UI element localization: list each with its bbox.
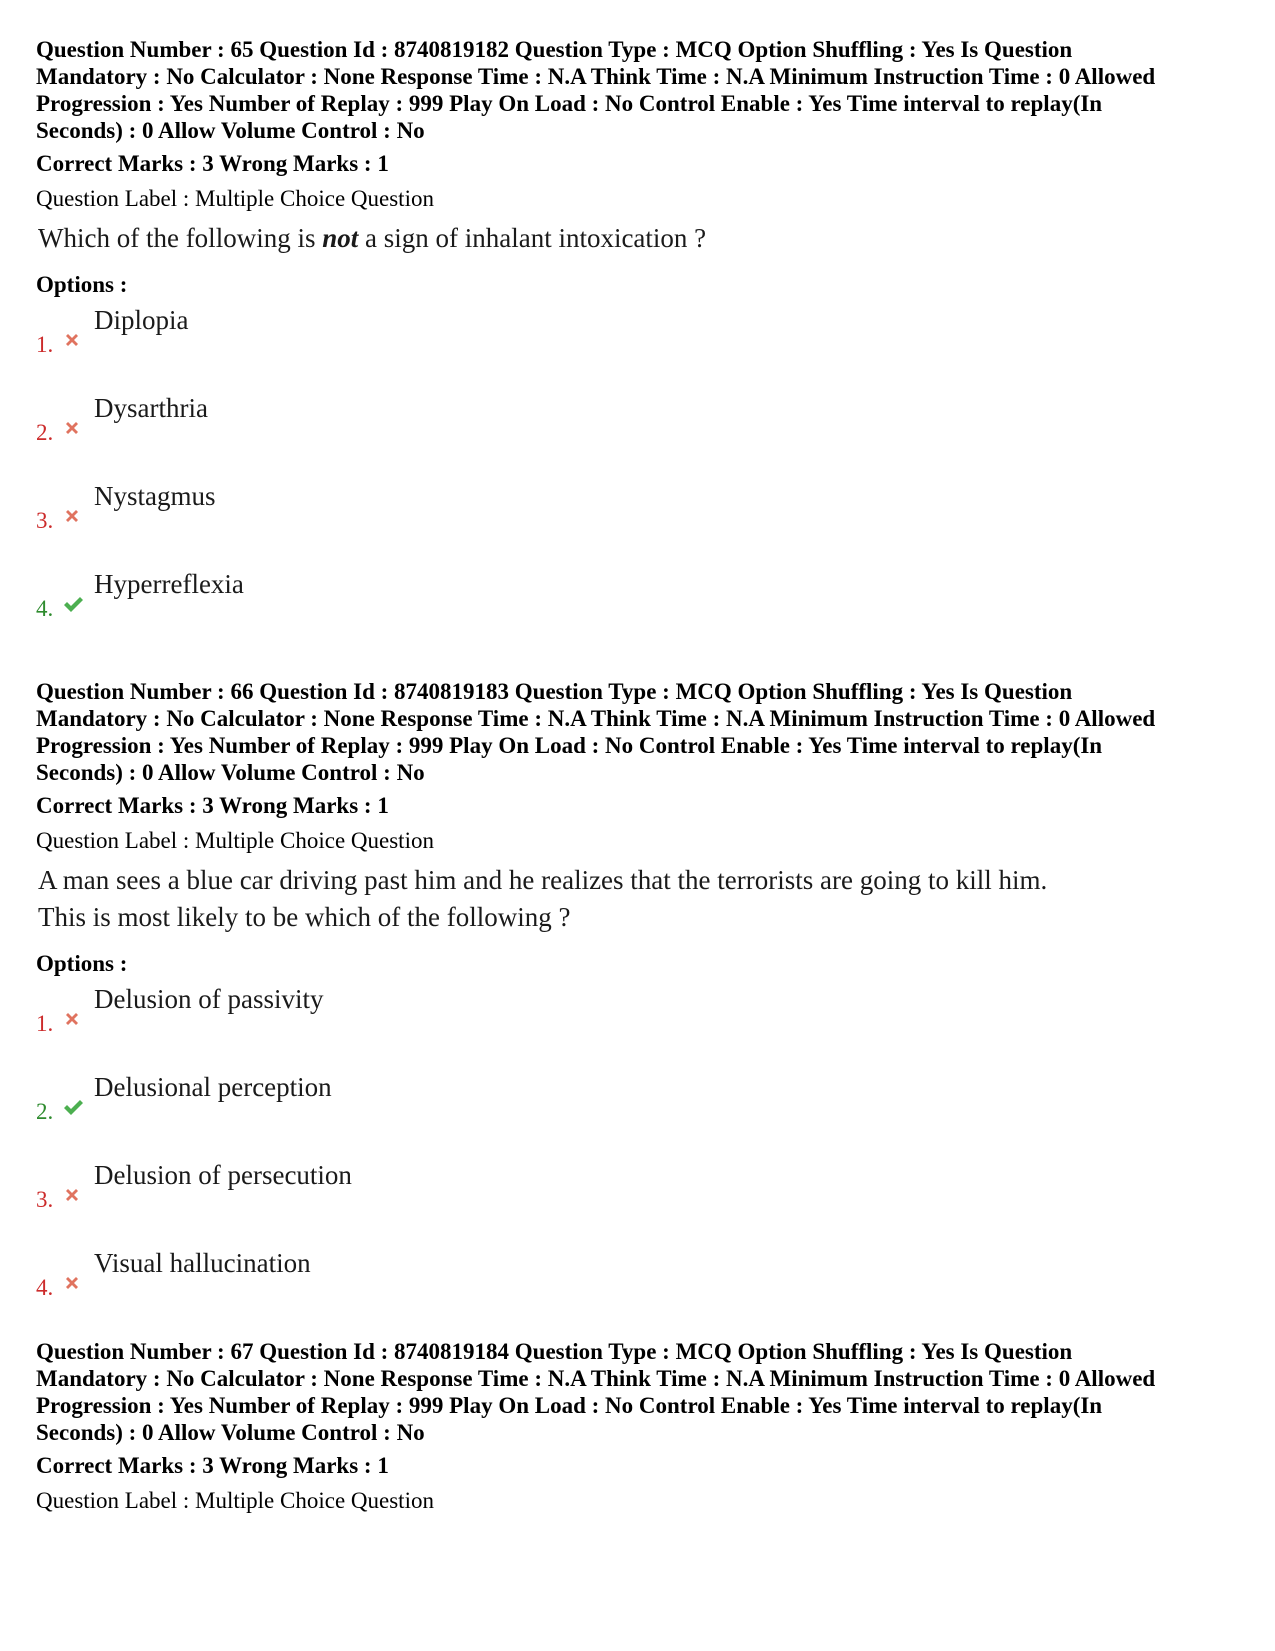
question-meta: Question Number : 66 Question Id : 8740819183 Question Type : MCQ Option Shuffling : Yes Is Question Mandatory : No Calculator : None Response Time : N.A Think Time : N.A Minimum Instruction Time : 0 Allowed Progression : Yes Number of Replay : 999 Play On Load : No Control Enable : Yes Time interval to replay(In Seconds) : 0 Allow Volume Control : No [36,679,1156,785]
option-item [36,977,1236,1065]
question-marks: Correct Marks : 3 Wrong Marks : 1 [36,151,389,176]
question-text-after: a sign of inhalant intoxication ? [358,223,707,253]
cross-icon [62,506,82,526]
option-text: Dysarthria [94,393,208,423]
question-text: A man sees a blue car driving past him and he realizes that the terrorists are going to kill him. This is most likely to be which of the following ? [38,865,1048,932]
option-item [36,298,1236,386]
cross-icon [62,418,82,438]
cross-icon [62,1009,82,1029]
question-text-before: Which of the following is [38,223,323,253]
option-item [36,562,1236,650]
cross-icon [62,330,82,350]
option-number: 2. [36,1099,54,1124]
option-text: Delusion of passivity [94,984,324,1014]
option-text: Delusional perception [94,1072,332,1102]
option-text: Nystagmus [94,481,216,511]
option-text: Delusion of persecution [94,1160,352,1190]
option-number: 3. [36,508,54,533]
option-number: 4. [36,596,54,621]
question-label: Question Label : Multiple Choice Question [36,1488,434,1513]
cross-icon [62,1185,82,1205]
question-67 [36,1338,1236,1514]
question-label: Question Label : Multiple Choice Question [36,828,434,853]
option-text: Hyperreflexia [94,569,244,599]
options-list [36,977,1236,1329]
question-meta: Question Number : 67 Question Id : 8740819184 Question Type : MCQ Option Shuffling : Yes Is Question Mandatory : No Calculator : None Response Time : N.A Think Time : N.A Minimum Instruction Time : 0 Allowed Progression : Yes Number of Replay : 999 Play On Load : No Control Enable : Yes Time interval to replay(In Seconds) : 0 Allow Volume Control : No [36,1339,1156,1445]
option-item [36,1153,1236,1241]
option-number: 3. [36,1187,54,1212]
option-number: 2. [36,420,54,445]
options-list [36,298,1236,650]
option-item [36,1241,1236,1329]
cross-icon [62,1273,82,1293]
question-66 [36,678,1236,1329]
question-marks: Correct Marks : 3 Wrong Marks : 1 [36,1453,389,1478]
option-text: Visual hallucination [94,1248,311,1278]
question-marks: Correct Marks : 3 Wrong Marks : 1 [36,793,389,818]
option-item [36,386,1236,474]
option-item [36,1065,1236,1153]
options-heading: Options : [36,272,128,297]
check-icon [62,1097,82,1117]
question-meta: Question Number : 65 Question Id : 8740819182 Question Type : MCQ Option Shuffling : Yes Is Question Mandatory : No Calculator : None Response Time : N.A Think Time : N.A Minimum Instruction Time : 0 Allowed Progression : Yes Number of Replay : 999 Play On Load : No Control Enable : Yes Time interval to replay(In Seconds) : 0 Allow Volume Control : No [36,37,1156,143]
question-65 [36,36,1236,650]
option-text: Diplopia [94,305,189,335]
option-item [36,474,1236,562]
check-icon [62,594,82,614]
question-text [36,220,1078,257]
option-number: 1. [36,1011,54,1036]
question-label: Question Label : Multiple Choice Question [36,186,434,211]
question-text-emphasis: not [322,223,359,253]
option-number: 4. [36,1275,54,1300]
options-heading: Options : [36,951,128,976]
option-number: 1. [36,332,54,357]
